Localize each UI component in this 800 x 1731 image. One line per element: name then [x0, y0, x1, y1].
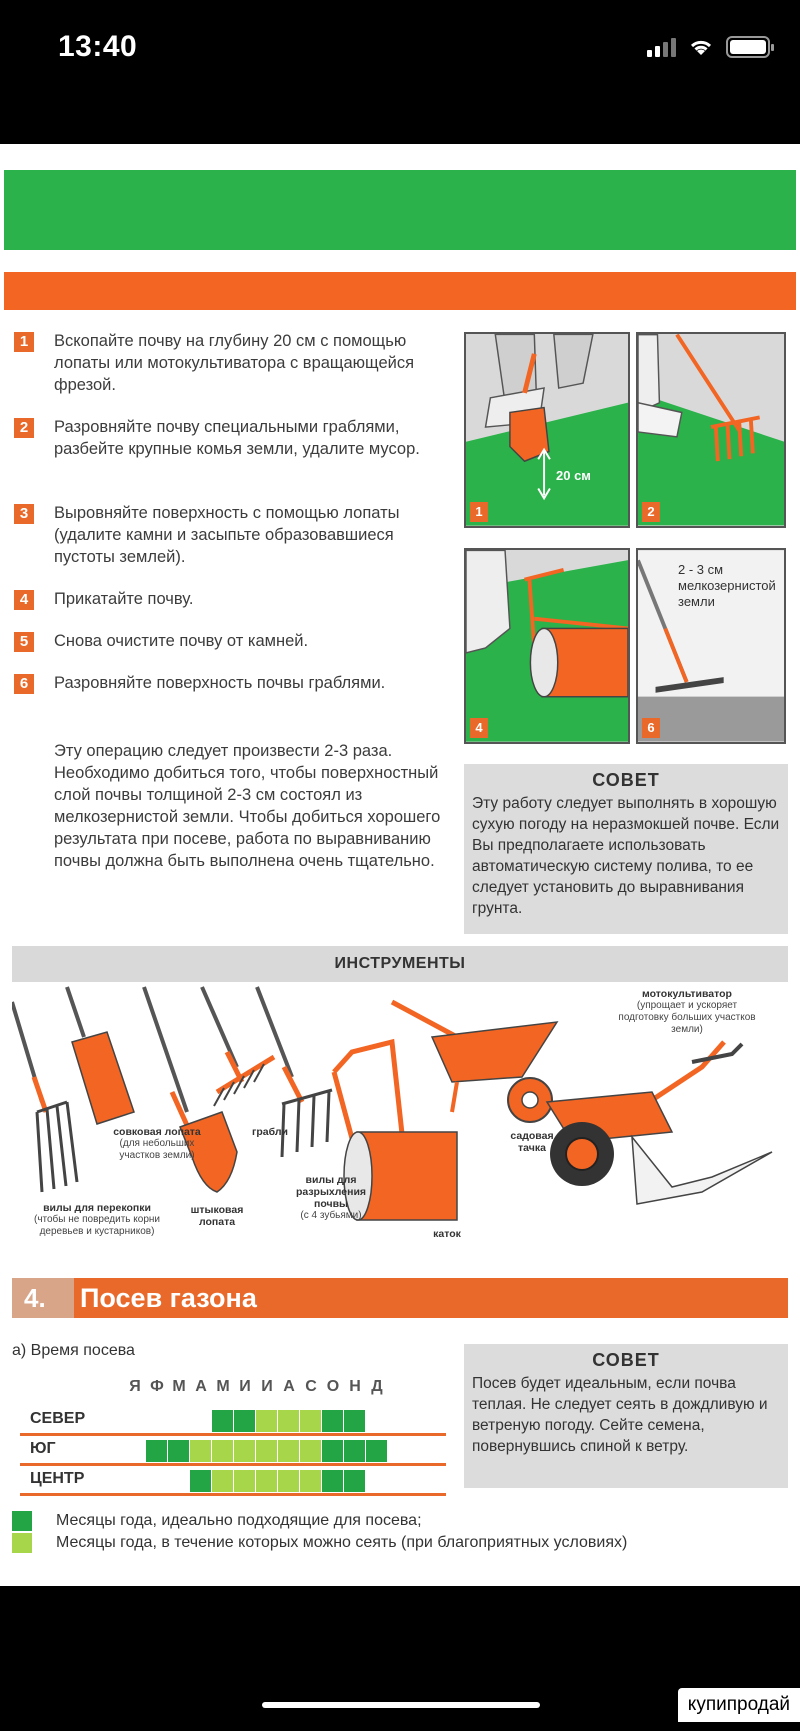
calendar-cells [124, 1440, 388, 1462]
step-text: Вскопайте почву на глубину 20 см с помощью лопаты или мотокультиватора с вращающейся фрезой. [54, 332, 415, 394]
step-text: Разровняйте поверхность почвы граблями. [54, 674, 386, 692]
tile-number: 1 [470, 502, 488, 522]
green-banner [4, 170, 796, 250]
ideal-swatch [12, 1511, 32, 1531]
cell-ideal [322, 1440, 344, 1462]
month-label: М [216, 1378, 230, 1395]
tile-6-caption: 2 - 3 см мелкозернистой земли [678, 562, 776, 609]
region-label: СЕВЕР [30, 1410, 86, 1427]
status-bar [0, 0, 800, 144]
step-number: 4 [14, 590, 34, 610]
cell-ideal [344, 1440, 366, 1462]
illustration-step-6 [636, 548, 786, 744]
wheelbarrow-icon [392, 1002, 557, 1122]
step-item [14, 502, 444, 588]
tool-label-scoop-shovel: совковая лопата (для небольших участков земли) [113, 1126, 201, 1161]
cell-possible [234, 1470, 256, 1492]
step-number: 2 [14, 418, 34, 438]
rolling-illustration [466, 550, 628, 742]
month-label: С [305, 1378, 317, 1395]
cell-possible [256, 1440, 278, 1462]
step-item [14, 330, 444, 416]
region-label: ЦЕНТР [30, 1470, 85, 1487]
tip-body: Посев будет идеальным, если почва теплая. Не следует сеять в дождливую и ветреную погоду. Сейте семена, повернувшись спиной к ветру. [472, 1375, 768, 1455]
cell-empty [146, 1410, 168, 1432]
sowing-time-label: а) Время посева [12, 1342, 135, 1359]
tool-label-spade: штыковая лопата [190, 1204, 244, 1228]
tip-body: Эту работу следует выполнять в хорошую сухую погоду на неразмокшей почве. Если Вы предполагаете использовать автоматическую систему полива, то ее следует установить до выравнивания грунта. [472, 795, 780, 917]
month-label: О [326, 1378, 340, 1395]
legend-item-ideal [12, 1510, 627, 1532]
step-text: Прикатайте почву. [54, 590, 194, 608]
steps-list [14, 330, 444, 732]
signal-icon [647, 37, 676, 57]
cell-ideal [344, 1410, 366, 1432]
pitchfork-icon [12, 1002, 77, 1192]
month-label: А [283, 1378, 295, 1395]
tool-label-cultivator: мотокультиватор (упрощает и ускоряет подготовку больших участков земли) [618, 988, 756, 1035]
tool-label-loosening-fork: вилы для разрыхления почвы (с 4 зубьями) [295, 1174, 367, 1221]
cell-ideal [366, 1440, 388, 1462]
battery-icon [726, 36, 770, 58]
tool-label-pitchfork: вилы для перекопки (чтобы не повредить корни деревьев и кустарников) [33, 1202, 161, 1237]
calendar-row [20, 1438, 446, 1466]
tool-label-wheelbarrow: садовая тачка [510, 1130, 554, 1154]
step-number: 1 [14, 332, 34, 352]
calendar-cells [124, 1410, 388, 1432]
cell-empty [124, 1410, 146, 1432]
tile-number: 6 [642, 718, 660, 738]
section-number: 4. [12, 1278, 74, 1318]
instruments-title: ИНСТРУМЕНТЫ [12, 946, 788, 982]
depth-label: 20 см [556, 468, 591, 483]
cell-possible [300, 1410, 322, 1432]
step-text: Снова очистите почву от камней. [54, 632, 309, 650]
cell-empty [366, 1470, 388, 1492]
step-text: Выровняйте поверхность с помощью лопаты (удалите камни и засыпьте образовавшиеся пустоты землей). [54, 504, 400, 566]
month-label: А [195, 1378, 207, 1395]
step-number: 6 [14, 674, 34, 694]
cell-empty [168, 1410, 190, 1432]
cell-empty [366, 1410, 388, 1432]
cell-empty [124, 1440, 146, 1462]
tip-box-sowing [464, 1344, 788, 1488]
tip-title: СОВЕТ [592, 1350, 660, 1370]
tip-box-preparation [464, 764, 788, 934]
document-page [0, 144, 800, 1586]
cell-empty [124, 1470, 146, 1492]
step-item [14, 588, 444, 630]
month-label: Ф [150, 1378, 164, 1395]
wifi-icon [688, 37, 714, 57]
legend-text: Месяцы года, идеально подходящие для посева; [56, 1512, 422, 1529]
tool-label-rake: грабли [252, 1126, 288, 1138]
cell-possible [300, 1470, 322, 1492]
step-number: 3 [14, 504, 34, 524]
cell-ideal [234, 1410, 256, 1432]
illustration-step-2 [636, 332, 786, 528]
illustration-step-1 [464, 332, 630, 528]
digging-illustration [466, 334, 628, 526]
calendar-cells [124, 1470, 388, 1492]
section-4-header [12, 1278, 788, 1318]
cell-ideal [322, 1470, 344, 1492]
illustration-step-4 [464, 548, 630, 744]
calendar-row [20, 1468, 446, 1496]
cell-empty [168, 1470, 190, 1492]
legend-text: Месяцы года, в течение которых можно сеять (при благоприятных условиях) [56, 1534, 628, 1551]
cell-empty [190, 1410, 212, 1432]
cell-ideal [190, 1470, 212, 1492]
cell-possible [256, 1410, 278, 1432]
month-header [124, 1378, 388, 1396]
step-text: Разровняйте почву специальными граблями, разбейте крупные комья земли, удалите мусор. [54, 418, 420, 458]
month-label: И [239, 1378, 251, 1395]
scoop-shovel-icon [67, 987, 134, 1124]
tool-label-roller: каток [433, 1228, 461, 1240]
cell-ideal [344, 1470, 366, 1492]
raking-illustration [638, 334, 784, 526]
month-label: Н [349, 1378, 361, 1395]
watermark-label: купипродай [678, 1688, 800, 1722]
step-number: 5 [14, 632, 34, 652]
orange-banner [4, 272, 796, 310]
cell-ideal [168, 1440, 190, 1462]
calendar-legend [12, 1510, 627, 1554]
step-item [14, 672, 444, 732]
cell-ideal [212, 1410, 234, 1432]
cultivator-icon [547, 1042, 772, 1204]
cell-empty [146, 1470, 168, 1492]
tile-number: 2 [642, 502, 660, 522]
home-indicator[interactable] [262, 1702, 540, 1708]
month-label: И [261, 1378, 273, 1395]
tile-number: 4 [470, 718, 488, 738]
tip-title: СОВЕТ [592, 770, 660, 790]
cell-possible [234, 1440, 256, 1462]
step-item [14, 416, 444, 502]
cell-possible [300, 1440, 322, 1462]
cell-possible [256, 1470, 278, 1492]
cell-possible [212, 1440, 234, 1462]
month-label: Д [371, 1378, 383, 1395]
cell-possible [212, 1470, 234, 1492]
possible-swatch [12, 1533, 32, 1553]
section-title: Посев газона [80, 1283, 257, 1313]
cell-possible [278, 1440, 300, 1462]
region-label: ЮГ [30, 1440, 56, 1457]
cell-ideal [146, 1440, 168, 1462]
cell-ideal [322, 1410, 344, 1432]
instructions-paragraph: Эту операцию следует произвести 2-3 раза. Необходимо добиться того, чтобы поверхностный слой почвы толщиной 2-3 см состоял из мелкозернистой земли. Чтобы добиться хорошего результата при посеве, работа по выравниванию почвы должна быть выполнена очень тщательно. [54, 742, 441, 870]
legend-item-possible [12, 1532, 627, 1554]
instruments-panel [12, 946, 788, 1246]
month-label: Я [129, 1378, 141, 1395]
cell-possible [190, 1440, 212, 1462]
status-icons [647, 36, 770, 58]
calendar-row [20, 1408, 446, 1436]
step-item [14, 630, 444, 672]
month-label: М [172, 1378, 186, 1395]
status-time: 13:40 [58, 30, 138, 63]
cell-possible [278, 1410, 300, 1432]
cell-possible [278, 1470, 300, 1492]
